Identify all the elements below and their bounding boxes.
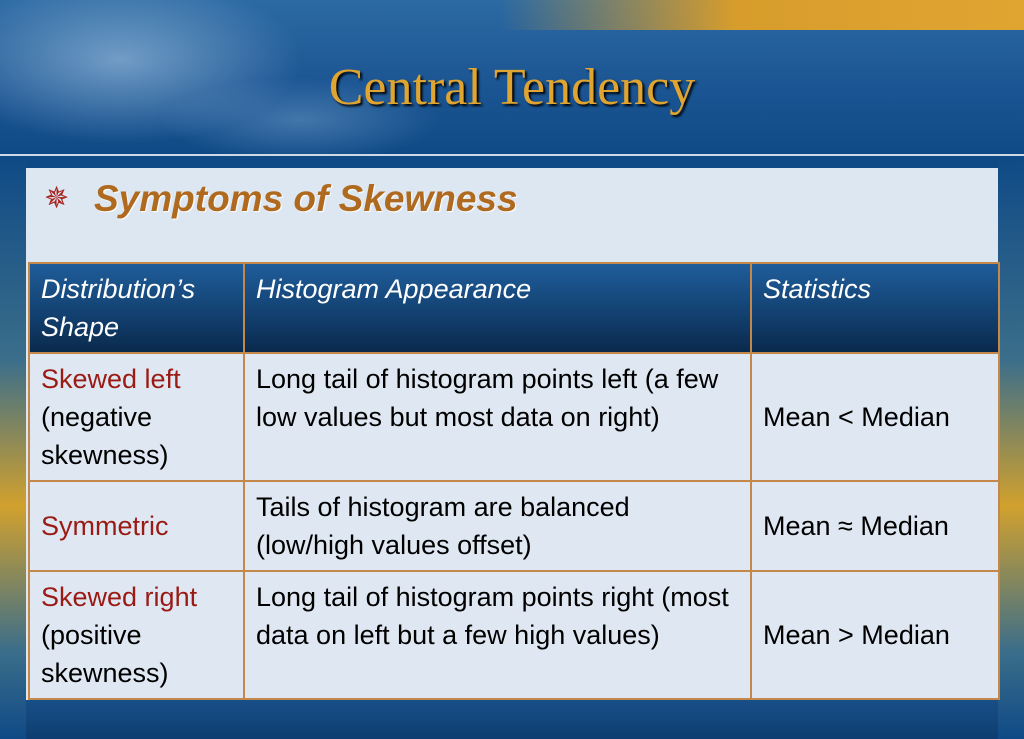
header-distribution-shape: Distribution’s Shape — [29, 263, 244, 353]
statistics-cell: Mean > Median — [751, 571, 999, 699]
shape-cell — [29, 353, 244, 481]
shape-note: (positive skewness) — [41, 620, 169, 688]
table-row — [29, 571, 999, 699]
shape-name: Skewed right — [41, 582, 198, 612]
header-histogram-appearance: Histogram Appearance — [244, 263, 751, 353]
statistics-cell: Mean < Median — [751, 353, 999, 481]
header-statistics: Statistics — [751, 263, 999, 353]
header-divider — [0, 154, 1024, 156]
shape-name: Symmetric — [41, 511, 169, 541]
shape-cell — [29, 571, 244, 699]
right-decorative-strip — [998, 156, 1024, 739]
statistics-cell: Mean ≈ Median — [751, 481, 999, 571]
slide-title: Central Tendency — [328, 59, 696, 116]
table-row — [29, 353, 999, 481]
header-band — [0, 0, 1024, 156]
asterisk-bullet-icon: ✵ — [44, 181, 70, 216]
table-header-row — [29, 263, 999, 353]
shape-cell — [29, 481, 244, 571]
histogram-cell: Tails of histogram are balanced (low/high values offset) — [244, 481, 751, 571]
shape-note: (negative skewness) — [41, 402, 169, 470]
left-decorative-strip — [0, 156, 26, 739]
bullet-line — [44, 178, 518, 220]
table-row — [29, 481, 999, 571]
histogram-cell: Long tail of histogram points left (a few low values but most data on right) — [244, 353, 751, 481]
shape-name: Skewed left — [41, 364, 181, 394]
bullet-heading: Symptoms of Skewness — [94, 178, 518, 219]
skewness-table — [28, 262, 1000, 700]
bottom-band — [26, 700, 998, 739]
gold-accent-bar — [500, 0, 1024, 30]
histogram-cell: Long tail of histogram points right (most data on left but a few high values) — [244, 571, 751, 699]
